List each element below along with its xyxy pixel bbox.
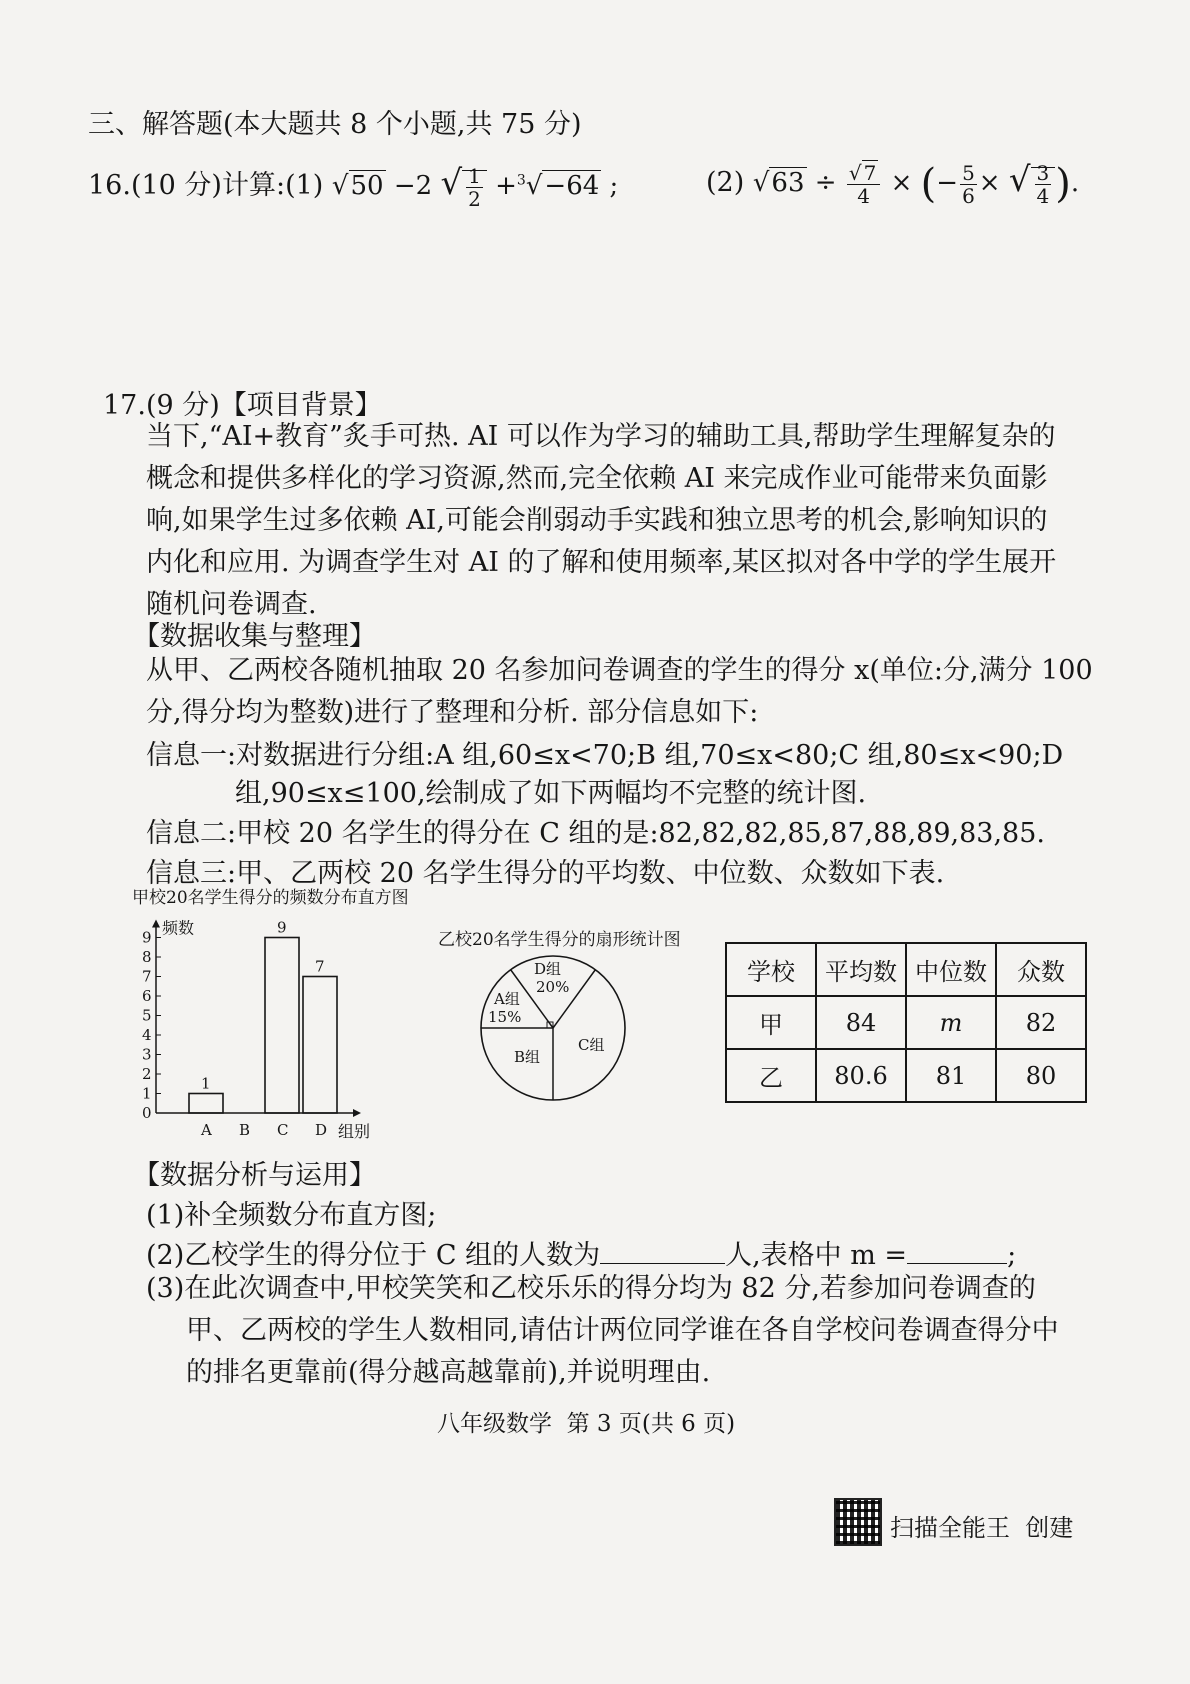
pie-slice-name: C组 bbox=[578, 1036, 605, 1054]
x-tick-label: B bbox=[239, 1121, 251, 1139]
bar-data-label: 9 bbox=[277, 918, 287, 937]
q16-part2-label: (2) bbox=[706, 167, 745, 198]
table-cell: m bbox=[906, 996, 996, 1049]
background-paragraph bbox=[146, 416, 1057, 626]
info1-line2: 组,90≤x≤100,绘制成了如下两幅均不完整的统计图. bbox=[235, 778, 867, 809]
table-cell: 乙 bbox=[726, 1049, 816, 1102]
x-axis-arrow bbox=[353, 1109, 361, 1117]
pie-slice-name: A组 bbox=[494, 990, 520, 1008]
histogram-bar bbox=[303, 977, 337, 1114]
background-line: 当下,“AI+教育”炙手可热. AI 可以作为学习的辅助工具,帮助学生理解复杂的 bbox=[146, 421, 1056, 452]
page-footer: 八年级数学 第 3 页(共 6 页) bbox=[437, 1411, 736, 1437]
table-cell: 81 bbox=[906, 1049, 996, 1102]
q16-lead: 计算: bbox=[221, 170, 286, 201]
table-header-cell: 众数 bbox=[996, 943, 1086, 996]
y-axis-label: 频数 bbox=[162, 918, 195, 938]
bar-data-label: 7 bbox=[315, 957, 325, 976]
info2: 信息二:甲校 20 名学生的得分在 C 组的是:82,82,82,85,87,88,89,83,85. bbox=[146, 818, 1045, 849]
q17-number: 17. bbox=[103, 390, 146, 421]
q2-text-b: 人,表格中 m = bbox=[725, 1240, 908, 1271]
analysis-q1: (1)补全频数分布直方图; bbox=[146, 1200, 437, 1231]
info1-line1: 信息一:对数据进行分组:A 组,60≤x<70;B 组,70≤x<80;C 组,80≤x<90;D bbox=[146, 740, 1064, 771]
bar-data-label: 1 bbox=[201, 1074, 211, 1093]
q2-text-c: ; bbox=[1007, 1240, 1017, 1271]
q16-part1-expression: √50 −2 √ $\frac{1}{2}$ +$^3$√−64 ; bbox=[331, 163, 619, 211]
y-tick-label: 8 bbox=[142, 948, 152, 966]
y-tick-label: 4 bbox=[142, 1026, 152, 1044]
qr-code-icon bbox=[834, 1498, 882, 1546]
x-axis-label: 组别 bbox=[338, 1122, 371, 1141]
pie-chart bbox=[478, 950, 638, 1110]
pie-title: 乙校20名学生得分的扇形统计图 bbox=[438, 930, 681, 950]
y-tick-label: 6 bbox=[142, 987, 152, 1005]
y-tick-label: 5 bbox=[142, 1006, 152, 1025]
q2-text-a: (2)乙校学生的得分位于 C 组的人数为 bbox=[146, 1240, 601, 1271]
background-line: 概念和提供多样化的学习资源,然而,完全依赖 AI 来完成作业可能带来负面影 bbox=[146, 463, 1048, 494]
q16-number: 16. bbox=[88, 170, 131, 201]
histogram-title: 甲校20名学生得分的频数分布直方图 bbox=[132, 888, 409, 908]
q16-points: (10 分) bbox=[130, 170, 222, 201]
histogram-bar bbox=[189, 1094, 223, 1114]
table-cell: 甲 bbox=[726, 996, 816, 1049]
pie-slice-percent: 15% bbox=[488, 1008, 522, 1026]
info3: 信息三:甲、乙两校 20 名学生得分的平均数、中位数、众数如下表. bbox=[146, 858, 945, 889]
histogram-bar bbox=[265, 938, 299, 1114]
background-line: 响,如果学生过多依赖 AI,可能会削弱动手实践和独立思考的机会,影响知识的 bbox=[146, 505, 1048, 536]
table-row bbox=[726, 1049, 1086, 1102]
table-header-cell: 学校 bbox=[726, 943, 816, 996]
collection-line: 分,得分均为整数)进行了整理和分析. 部分信息如下: bbox=[146, 697, 759, 728]
q16-part1-label: (1) bbox=[285, 170, 324, 201]
stats-table bbox=[725, 942, 1087, 1103]
background-line: 随机问卷调查. bbox=[146, 589, 317, 620]
scanner-watermark: 扫描全能王 创建 bbox=[890, 1514, 1074, 1542]
y-tick-label: 7 bbox=[142, 967, 152, 986]
table-header-row bbox=[726, 943, 1086, 996]
q16-part2-expression: √63 ÷ $\frac{√ 7}{4}$ × (− $\frac{5}{6}$ × √ $\frac{3}{4}$ ). bbox=[752, 160, 1080, 208]
y-tick-label: 0 bbox=[142, 1104, 152, 1122]
x-tick-label: C bbox=[277, 1121, 289, 1139]
collection-heading: 【数据收集与整理】 bbox=[133, 621, 376, 652]
q16-line bbox=[88, 163, 618, 210]
table-header-cell: 中位数 bbox=[906, 943, 996, 996]
section-title: 三、解答题(本大题共 8 个小题,共 75 分) bbox=[88, 109, 582, 140]
pie-slice-percent: 20% bbox=[536, 978, 570, 996]
histogram-chart bbox=[128, 905, 398, 1145]
q3-line: 的排名更靠前(得分越高越靠前),并说明理由. bbox=[186, 1357, 711, 1388]
table-cell: 82 bbox=[996, 996, 1086, 1049]
y-tick-label: 1 bbox=[142, 1084, 152, 1103]
x-tick-label: A bbox=[201, 1121, 212, 1139]
table-cell: 80.6 bbox=[816, 1049, 906, 1102]
y-axis-arrow bbox=[152, 920, 160, 928]
pie-slice-name: B组 bbox=[514, 1048, 541, 1066]
x-tick-label: D bbox=[315, 1121, 328, 1139]
table-header-cell: 平均数 bbox=[816, 943, 906, 996]
y-tick-label: 3 bbox=[142, 1045, 152, 1064]
q17-points: (9 分) bbox=[145, 390, 220, 421]
y-tick-label: 9 bbox=[142, 928, 152, 947]
table-cell: 80 bbox=[996, 1049, 1086, 1102]
table-cell: 84 bbox=[816, 996, 906, 1049]
answer-blank-m[interactable] bbox=[907, 1263, 1007, 1264]
background-line: 内化和应用. 为调查学生对 AI 的了解和使用频率,某区拟对各中学的学生展开 bbox=[146, 547, 1057, 578]
analysis-heading: 【数据分析与运用】 bbox=[133, 1160, 376, 1191]
collection-line: 从甲、乙两校各随机抽取 20 名参加问卷调查的学生的得分 x(单位:分,满分 100 bbox=[146, 655, 1093, 686]
analysis-q2 bbox=[146, 1233, 1016, 1272]
y-tick-label: 2 bbox=[142, 1065, 152, 1083]
q16-part2 bbox=[706, 160, 1079, 207]
pie-slice-name: D组 bbox=[534, 960, 562, 978]
collection-paragraph bbox=[146, 650, 1093, 734]
analysis-q3 bbox=[146, 1268, 1059, 1394]
answer-blank-c-count[interactable] bbox=[600, 1263, 725, 1264]
background-heading: 【项目背景】 bbox=[219, 390, 382, 421]
table-row bbox=[726, 996, 1086, 1049]
q3-line: (3)在此次调查中,甲校笑笑和乙校乐乐的得分均为 82 分,若参加问卷调查的 bbox=[146, 1273, 1036, 1304]
q3-line: 甲、乙两校的学生人数相同,请估计两位同学谁在各自学校问卷调查得分中 bbox=[186, 1315, 1059, 1346]
